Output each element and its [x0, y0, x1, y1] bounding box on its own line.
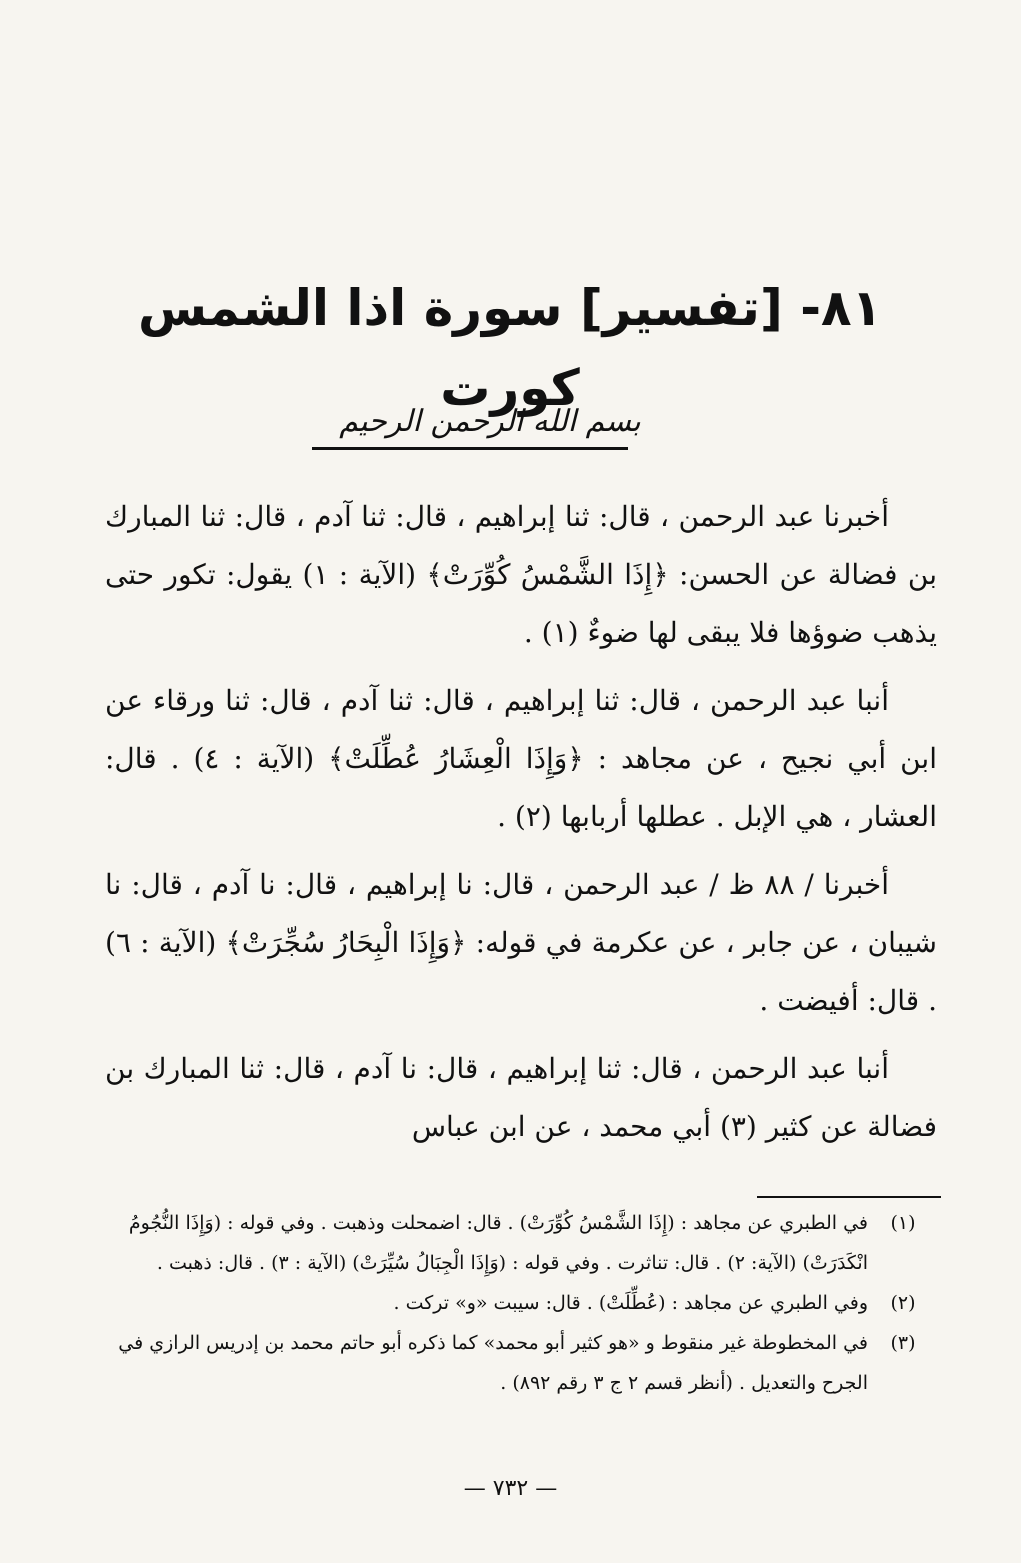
footnote-3	[100, 1323, 938, 1403]
footnotes	[100, 1203, 938, 1403]
paragraph-2: أنبا عبد الرحمن ، قال: ثنا إبراهيم ، قال: ثنا آدم ، قال: ثنا ورقاء عن ابن أبي نجيح ، عن مجاهد : ﴿وَإِذَا الْعِشَارُ عُطِّلَتْ﴾ (الآية : ٤) . قال: العشار ، هي الإبل . عطلها أربابها (٢) .	[105, 684, 937, 833]
page-number: — ٧٣٢ —	[463, 1476, 558, 1501]
footnote-divider	[757, 1196, 941, 1198]
main-text	[105, 488, 937, 1166]
footnote-2	[100, 1283, 938, 1323]
footnote-text: في المخطوطة غير منقوط و «هو كثير أبو محمد» كما ذكره أبو حاتم محمد بن إدريس الرازي في الجرح والتعديل . (أنظر قسم ٢ ج ٣ رقم ٨٩٢) .	[118, 1332, 868, 1394]
paragraph-1: أخبرنا عبد الرحمن ، قال: ثنا إبراهيم ، قال: ثنا آدم ، قال: ثنا المبارك بن فضالة عن الحسن: ﴿إِذَا الشَّمْسُ كُوِّرَتْ﴾ (الآية : ١) يقول: تكور حتى يذهب ضوؤها فلا يبقى لها ضوءٌ (١) .	[105, 500, 937, 649]
footnote-number: (٣)	[890, 1332, 916, 1354]
footnote-text: وفي الطبري عن مجاهد : (عُطِّلَتْ) . قال: سيبت «و» تركت .	[393, 1292, 868, 1314]
footnote-text: في الطبري عن مجاهد : (إِذَا الشَّمْسُ كُوِّرَتْ) . قال: اضمحلت وذهبت . وفي قوله : (وَإِذَا النُّجُومُ انْكَدَرَتْ) (الآية: ٢) . قال: تناثرت . وفي قوله : (وَإِذَا الْجِبَالُ سُيِّرَتْ) (الآية : ٣) . قال: ذهبت .	[128, 1212, 868, 1274]
footnote-1	[100, 1203, 938, 1283]
paragraph-3: أخبرنا / ٨٨ ظ / عبد الرحمن ، قال: نا إبراهيم ، قال: نا آدم ، قال: نا شيبان ، عن جابر ، عن عكرمة في قوله: ﴿وَإِذَا الْبِحَارُ سُجِّرَتْ﴾ (الآية : ٦) . قال: أفيضت .	[105, 868, 937, 1017]
footnote-number: (١)	[890, 1212, 916, 1234]
surah-title: ٨١- [تفسير] سورة اذا الشمس كورت	[137, 279, 883, 417]
basmala-underline	[312, 447, 628, 450]
basmala: بسم الله الرحمن الرحيم	[339, 404, 641, 439]
footnote-number: (٢)	[890, 1292, 916, 1314]
paragraph-4: أنبا عبد الرحمن ، قال: ثنا إبراهيم ، قال: نا آدم ، قال: ثنا المبارك بن فضالة عن كثير (٣) أبي محمد ، عن ابن عباس	[105, 1052, 937, 1143]
